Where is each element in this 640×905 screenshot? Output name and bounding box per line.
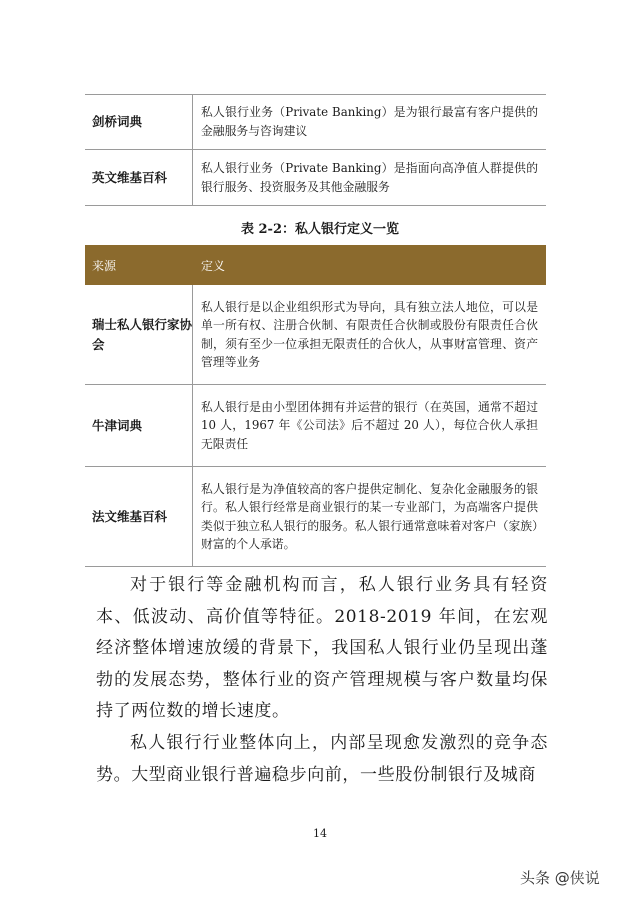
row-definition: 私人银行是由小型团体拥有并运营的银行（在英国，通常不超过 10 人，1967 年《公司法》后不超过 20 人），每位合伙人承担无限责任	[201, 400, 538, 451]
row-definition: 私人银行是为净值较高的客户提供定制化、复杂化金融服务的银行。私人银行经常是商业银行的某一专业部门，为高端客户提供类似于独立私人银行的服务。私人银行通常意味着对客户（家族）财富的个人承诺。	[201, 481, 538, 551]
table-caption: 表 2-2：私人银行定义一览	[240, 222, 399, 237]
table-row	[85, 385, 546, 467]
table-row	[85, 467, 546, 567]
table-header	[85, 245, 546, 285]
watermark: 头条 @侠说	[520, 869, 600, 887]
body-paragraph: 私人银行行业整体向上，内部呈现愈发激烈的竞争态势。大型商业银行普遍稳步向前，一些股份制银行及城商	[96, 733, 548, 785]
row-definition: 私人银行是以企业组织形式为导向，具有独立法人地位，可以是单一所有权、注册合伙制、有限责任合伙制或股份有限责任合伙制，须有至少一位承担无限责任的合伙人，从事财富管理、资产管理等业务	[201, 299, 538, 369]
row-source: 剑桥词典	[85, 94, 193, 149]
row-source: 牛津词典	[85, 385, 193, 466]
row-source: 英文维基百科	[85, 150, 193, 205]
row-source: 瑞士私人银行家协会	[85, 285, 193, 384]
row-definition: 私人银行业务（Private Banking）是为银行最富有客户提供的金融服务与咨询建议	[201, 105, 538, 138]
row-definition: 私人银行业务（Private Banking）是指面向高净值人群提供的银行服务、投资服务及其他金融服务	[201, 161, 538, 194]
table-row	[85, 285, 546, 385]
row-source: 法文维基百科	[85, 467, 193, 566]
header-definition: 定义	[201, 258, 226, 273]
header-source: 来源	[92, 258, 117, 273]
table-row	[85, 94, 546, 150]
body-paragraph: 对于银行等金融机构而言，私人银行业务具有轻资本、低波动、高价值等特征。2018-2019 年间，在宏观经济整体增速放缓的背景下，我国私人银行业仍呈现出蓬勃的发展态势，整体行业的资产管理规模与客户数量均保持了两位数的增长速度。	[96, 575, 548, 721]
page-number: 14	[313, 827, 327, 840]
table-row	[85, 150, 546, 206]
